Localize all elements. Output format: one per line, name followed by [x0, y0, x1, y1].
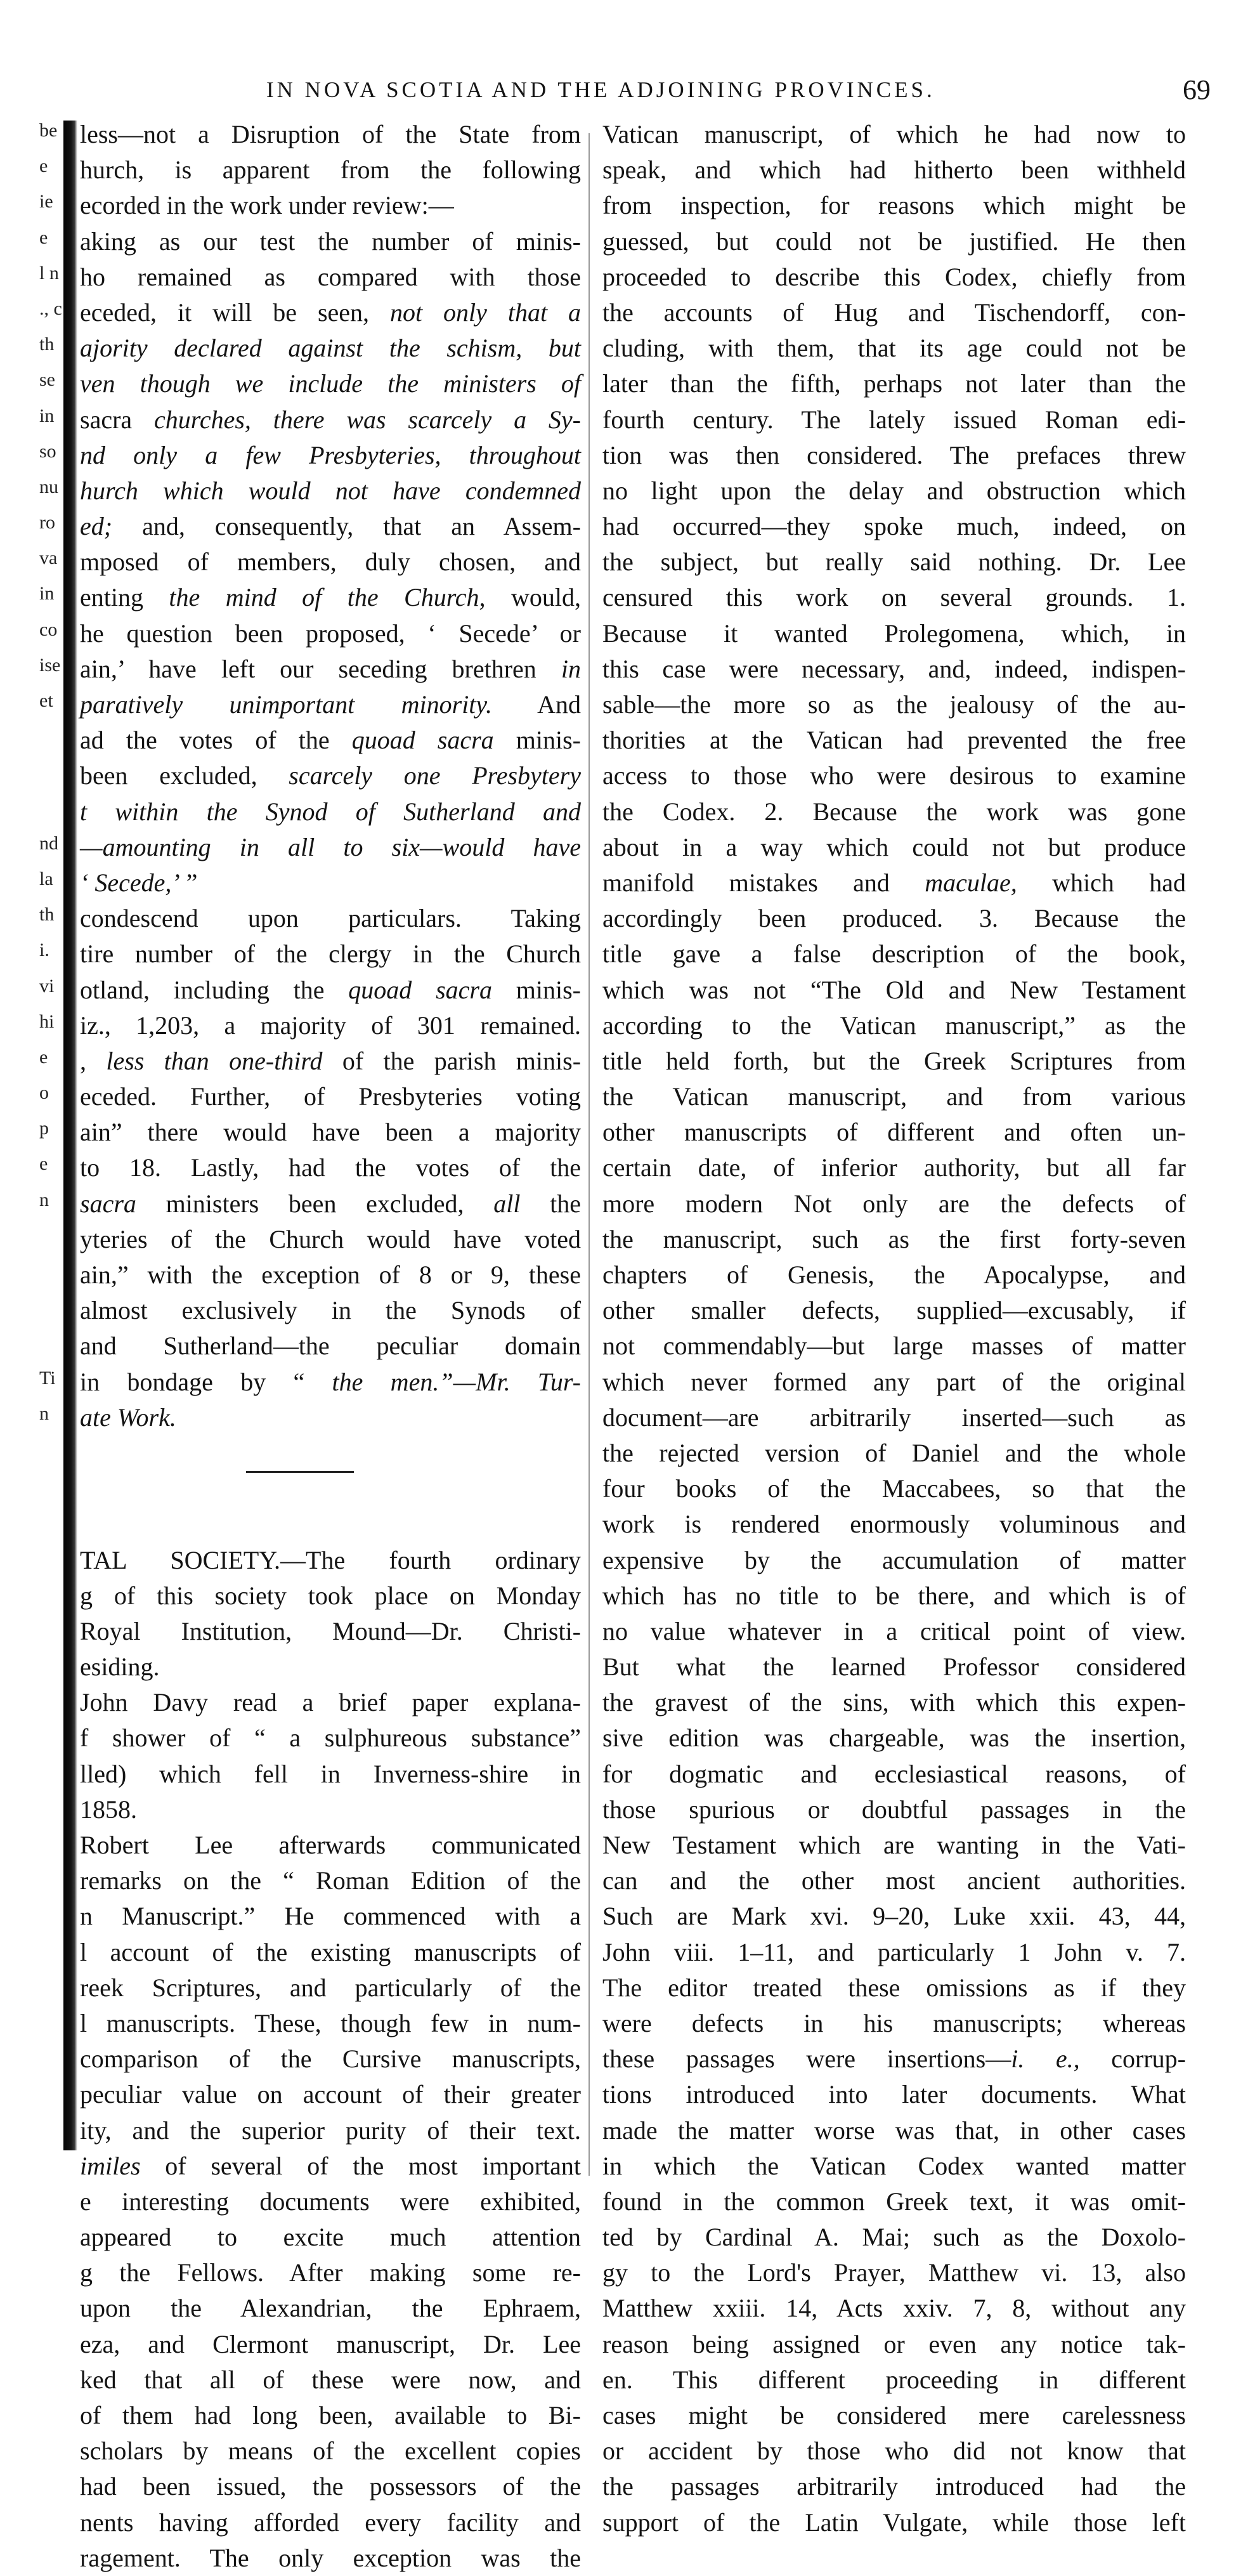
text-line: esiding. — [80, 1652, 160, 1682]
gutter-fragment: et — [39, 690, 53, 711]
running-title: IN NOVA SCOTIA AND THE ADJOINING PROVINCES. — [266, 77, 935, 102]
text-line: John viii. 1–11, and particularly 1 John v. 7. — [602, 1937, 1186, 1966]
text-line: from inspection, for reasons which might be — [602, 191, 1186, 220]
gutter-fragment: n — [39, 1402, 49, 1424]
text-line: proceeded to describe this Codex, chiefly from — [602, 262, 1186, 291]
text-line: title held forth, but the Greek Scriptures from — [602, 1046, 1186, 1075]
right-column — [602, 117, 1186, 2537]
text-line: certain date, of inferior authority, but all far — [602, 1153, 1186, 1182]
text-line: sacra ministers been excluded, all the — [80, 1189, 581, 1218]
text-line: e interesting documents were exhibited, — [80, 2187, 581, 2216]
text-line: this case were necessary, and, indeed, indispen- — [602, 654, 1186, 683]
text-line: enting the mind of the Church, would, — [80, 583, 581, 612]
text-line: ted by Cardinal A. Mai; such as the Doxolo- — [602, 2223, 1186, 2252]
text-line: ven though we include the ministers of — [80, 369, 581, 398]
text-line: New Testament which are wanting in the Vati- — [602, 1831, 1186, 1859]
gutter-fragment — [39, 2073, 62, 2109]
gutter-fragment — [39, 1681, 62, 1716]
text-line: speak, and which had hitherto been withheld — [602, 155, 1186, 185]
gutter-fragment: ., c — [39, 297, 62, 319]
text-line: ain,” with the exception of 8 or 9, these — [80, 1260, 581, 1289]
gutter-fragment — [39, 790, 62, 826]
text-line: he question been proposed, ‘ Secede’ or — [80, 618, 581, 648]
text-line: four books of the Maccabees, so that the — [602, 1474, 1186, 1503]
gutter-fragment — [39, 1218, 62, 1253]
gutter-fragment: e — [39, 155, 48, 177]
text-line: sable—the more so as the jealousy of the au- — [602, 690, 1186, 719]
text-line: ate Work. — [80, 1402, 176, 1432]
text-line: ho remained as compared with those — [80, 262, 581, 291]
text-line: the gravest of the sins, with which this expen- — [602, 1688, 1186, 1717]
text-line: support of the Latin Vulgate, while those left — [602, 2507, 1186, 2537]
text-line: peculiar value on account of their greater — [80, 2080, 581, 2109]
text-line: ity, and the superior purity of their text. — [80, 2115, 581, 2145]
text-line: But what the learned Professor considered — [602, 1652, 1186, 1682]
gutter-fragment: se — [39, 369, 55, 391]
text-line: less—not a Disruption of the State from — [80, 120, 581, 148]
text-line: expensive by the accumulation of matter — [602, 1545, 1186, 1574]
text-line: gy to the Lord's Prayer, Matthew vi. 13, also — [602, 2258, 1186, 2287]
gutter-fragment — [39, 1574, 62, 1610]
gutter-fragment: o — [39, 1082, 49, 1104]
text-line: Royal Institution, Mound—Dr. Christi- — [80, 1616, 581, 1645]
gutter-fragment: e — [39, 226, 48, 248]
gutter-fragment: vi — [39, 975, 55, 997]
text-line: the Codex. 2. Because the work was gone — [602, 797, 1186, 826]
text-line: the Vatican manuscript, and from various — [602, 1082, 1186, 1111]
text-line: sive edition was chargeable, was the insertion, — [602, 1723, 1186, 1753]
text-line: iz., 1,203, a majority of 301 remained. — [80, 1010, 581, 1040]
gutter-fragment: va — [39, 547, 58, 569]
text-line: about in a way which could not but produce — [602, 832, 1186, 861]
gutter-fragment: ie — [39, 191, 53, 212]
gutter-fragment: hi — [39, 1010, 55, 1032]
gutter-fragment: nu — [39, 476, 58, 497]
text-line: almost exclusively in the Synods of — [80, 1296, 581, 1325]
text-line: later than the fifth, perhaps not later than the — [602, 369, 1186, 398]
text-line: l manuscripts. These, though few in num- — [80, 2008, 581, 2037]
gutter-fragment — [39, 1289, 62, 1324]
gutter-fragment: e — [39, 1046, 48, 1068]
gutter-fragment — [39, 1467, 62, 1503]
text-line: ain” there would have been a majority — [80, 1118, 581, 1147]
text-line: ‘ Secede,’ ” — [80, 868, 198, 897]
text-line: tion was then considered. The prefaces threw — [602, 440, 1186, 469]
text-line: can and the other most ancient authorities. — [602, 1866, 1186, 1895]
text-line: —amounting in all to six—would have — [80, 832, 581, 861]
text-line: found in the common Greek text, it was omit- — [602, 2187, 1186, 2216]
text-line: for dogmatic and ecclesiastical reasons, of — [602, 1759, 1186, 1788]
text-line: work is rendered enormously voluminous and — [602, 1510, 1186, 1539]
text-line: scholars by means of the excellent copies — [80, 2436, 581, 2466]
gutter-fragment: in — [39, 405, 55, 426]
text-line: lled) which fell in Inverness-shire in — [80, 1759, 581, 1788]
text-line: chapters of Genesis, the Apocalypse, and — [602, 1260, 1186, 1289]
gutter-fragment — [39, 719, 62, 754]
gutter-fragment: e — [39, 1153, 48, 1175]
text-line: nd only a few Presbyteries, throughout — [80, 440, 581, 469]
gutter-fragment — [39, 1539, 62, 1574]
text-line: cluding, with them, that its age could not be — [602, 334, 1186, 363]
gutter-fragment — [39, 1610, 62, 1645]
text-line: accordingly been produced. 3. Because the — [602, 904, 1186, 933]
text-line: imiles of several of the most important — [80, 2151, 581, 2180]
page-header — [0, 74, 1255, 115]
text-line: 1858. — [80, 1795, 137, 1824]
gutter-fragment: i. — [39, 939, 49, 961]
text-line: sacra churches, there was scarcely a Sy- — [80, 405, 581, 434]
text-line: the rejected version of Daniel and the whole — [602, 1438, 1186, 1467]
column-divider — [588, 133, 590, 2176]
text-line: ed; and, consequently, that an Assem- — [80, 512, 581, 541]
text-line: ain,’ have left our seceding brethren in — [80, 654, 581, 683]
text-line: aking as our test the number of minis- — [80, 226, 581, 256]
text-line: Such are Mark xvi. 9–20, Luke xxii. 43, 44, — [602, 1902, 1186, 1931]
gutter-fragment: th — [39, 334, 55, 355]
gutter-fragment — [39, 1645, 62, 1681]
text-line: reek Scriptures, and particularly of the — [80, 1973, 581, 2002]
gutter-fragment — [39, 2037, 62, 2073]
gutter-fragment: p — [39, 1118, 49, 1139]
text-line: fourth century. The lately issued Roman edi- — [602, 405, 1186, 434]
text-line: ragement. The only exception was the — [80, 2543, 581, 2572]
text-line: the subject, but really said nothing. Dr. Lee — [602, 547, 1186, 577]
gutter-fragment — [39, 1824, 62, 1859]
text-line: which was not “The Old and New Testament — [602, 975, 1186, 1004]
gutter-fragment: nd — [39, 832, 58, 854]
text-line: more modern Not only are the defects of — [602, 1189, 1186, 1218]
text-line: tions introduced into later documents. What — [602, 2080, 1186, 2109]
gutter-fragment — [39, 1716, 62, 1752]
text-line: remarks on the “ Roman Edition of the — [80, 1866, 581, 1895]
text-line: l account of the existing manuscripts of — [80, 1937, 581, 1966]
text-line: to 18. Lastly, had the votes of the — [80, 1153, 581, 1182]
text-line: yteries of the Church would have voted — [80, 1224, 581, 1253]
gutter-fragment — [39, 1753, 62, 1788]
text-line: eceded, it will be seen, not only that a — [80, 297, 581, 327]
gutter-fragment — [39, 1931, 62, 1966]
text-line: g of this society took place on Monday — [80, 1581, 581, 1610]
text-line: t within the Synod of Sutherland and — [80, 797, 581, 826]
gutter-fragment: co — [39, 618, 58, 640]
text-line: comparison of the Cursive manuscripts, — [80, 2044, 581, 2074]
text-line: guessed, but could not be justified. He then — [602, 226, 1186, 256]
gutter-fragment: in — [39, 583, 55, 605]
text-line: not commendably—but large masses of matter — [602, 1331, 1186, 1361]
text-line: condescend upon particulars. Taking — [80, 904, 581, 933]
text-line: eceded. Further, of Presbyteries voting — [80, 1082, 581, 1111]
text-line: manifold mistakes and maculae, which had — [602, 868, 1186, 897]
text-line: mposed of members, duly chosen, and — [80, 547, 581, 577]
section-gap — [80, 1471, 581, 1507]
gutter-fragment — [39, 1253, 62, 1289]
section-gap — [80, 1435, 581, 1471]
text-line: access to those who were desirous to examine — [602, 761, 1186, 790]
gutter-fragment: Ti — [39, 1367, 56, 1389]
gutter-fragment — [39, 1324, 62, 1360]
gutter-fragment: la — [39, 868, 53, 889]
gutter-fragment: l n — [39, 262, 59, 284]
gutter-fragment — [39, 1432, 62, 1467]
text-line: f shower of “ a sulphureous substance” — [80, 1723, 581, 1753]
text-line: John Davy read a brief paper explana- — [80, 1688, 581, 1717]
text-line: g the Fellows. After making some re- — [80, 2258, 581, 2287]
gutter-fragment: be — [39, 120, 58, 141]
text-line: ajority declared against the schism, but — [80, 334, 581, 363]
gutter-fragment: ro — [39, 512, 55, 533]
text-line: according to the Vatican manuscript,” as the — [602, 1010, 1186, 1040]
text-line: and Sutherland—the peculiar domain — [80, 1331, 581, 1361]
gutter-fragments — [39, 113, 62, 2168]
text-line: nents having afforded every facility and — [80, 2507, 581, 2537]
text-line: Vatican manuscript, of which he had now to — [602, 120, 1186, 148]
text-line: in bondage by “ the men.”—Mr. Tur- — [80, 1367, 582, 1396]
gutter-fragment: n — [39, 1189, 49, 1210]
text-line: thorities at the Vatican had prevented the free — [602, 726, 1186, 755]
text-line: tire number of the clergy in the Church — [80, 939, 581, 969]
gutter-fragment — [39, 1503, 62, 1538]
text-line: upon the Alexandrian, the Ephraem, — [80, 2294, 581, 2323]
text-line: the manuscript, such as the first forty-seven — [602, 1224, 1186, 1253]
text-line: paratively unimportant minority. And — [80, 690, 581, 719]
gutter-fragment: so — [39, 440, 56, 462]
text-line: en. This different proceeding in different — [602, 2365, 1186, 2394]
text-line: of them had long been, available to Bi- — [80, 2401, 581, 2429]
text-line: reason being assigned or even any notice tak- — [602, 2329, 1186, 2358]
gutter-fragment — [39, 1788, 62, 1824]
gutter-fragment — [39, 2002, 62, 2037]
section-gap — [80, 1507, 581, 1542]
section-divider — [246, 1471, 354, 1473]
text-line: or accident by those who did not know that — [602, 2436, 1186, 2466]
text-line: otland, including the quoad sacra minis- — [80, 975, 581, 1004]
text-line: were defects in his manuscripts; whereas — [602, 2008, 1186, 2037]
text-line: document—are arbitrarily inserted—such as — [602, 1402, 1186, 1432]
text-line: no light upon the delay and obstruction which — [602, 476, 1186, 505]
text-line: The editor treated these omissions as if they — [602, 1973, 1186, 2002]
text-line: had been issued, the possessors of the — [80, 2472, 581, 2501]
text-line: censured this work on several grounds. 1. — [602, 583, 1186, 612]
text-line: ad the votes of the quoad sacra minis- — [80, 726, 582, 755]
text-line: other smaller defects, supplied—excusably, if — [602, 1296, 1186, 1325]
text-line: title gave a false description of the book, — [602, 939, 1186, 969]
text-line: ked that all of these were now, and — [80, 2365, 581, 2394]
text-line: Matthew xxiii. 14, Acts xxiv. 7, 8, without any — [602, 2294, 1186, 2323]
gutter-fragment — [39, 1859, 62, 1895]
text-line: made the matter worse was that, in other cases — [602, 2115, 1186, 2145]
gutter-fragment — [39, 754, 62, 790]
text-line: TAL SOCIETY.—The fourth ordinary — [80, 1545, 581, 1574]
page-number: 69 — [1183, 74, 1211, 105]
gutter-fragment — [39, 1895, 62, 1930]
text-line: ecorded in the work under review:— — [80, 191, 454, 220]
gutter-fragment: th — [39, 904, 55, 925]
gutter-fragment — [39, 1966, 62, 2002]
text-line: these passages were insertions—i. e., corrup- — [602, 2044, 1186, 2074]
text-line: , less than one-third of the parish minis- — [80, 1046, 582, 1075]
binding-shadow — [63, 121, 77, 2150]
gutter-fragment: ise — [39, 654, 61, 676]
text-line: n Manuscript.” He commenced with a — [80, 1902, 581, 1931]
text-line: cases might be considered mere carelessness — [602, 2401, 1186, 2429]
text-line: which has no title to be there, and which is of — [602, 1581, 1186, 1610]
text-line: other manuscripts of different and often un- — [602, 1118, 1186, 1147]
text-line: those spurious or doubtful passages in the — [602, 1795, 1186, 1824]
text-line: eza, and Clermont manuscript, Dr. Lee — [80, 2329, 581, 2358]
text-line: Robert Lee afterwards communicated — [80, 1831, 581, 1859]
text-line: no value whatever in a critical point of view. — [602, 1616, 1186, 1645]
text-line: hurch, is apparent from the following — [80, 155, 581, 185]
text-line: been excluded, scarcely one Presbytery — [80, 761, 581, 790]
text-line: Because it wanted Prolegomena, which, in — [602, 618, 1186, 648]
text-line: had occurred—they spoke much, indeed, on — [602, 512, 1186, 541]
text-line: in which the Vatican Codex wanted matter — [602, 2151, 1186, 2180]
text-line: which never formed any part of the original — [602, 1367, 1186, 1396]
text-line: appeared to excite much attention — [80, 2223, 581, 2252]
left-column — [80, 117, 582, 2572]
text-line: hurch which would not have condemned — [80, 476, 581, 505]
text-line: the passages arbitrarily introduced had the — [602, 2472, 1186, 2501]
text-line: the accounts of Hug and Tischendorff, con- — [602, 297, 1186, 327]
